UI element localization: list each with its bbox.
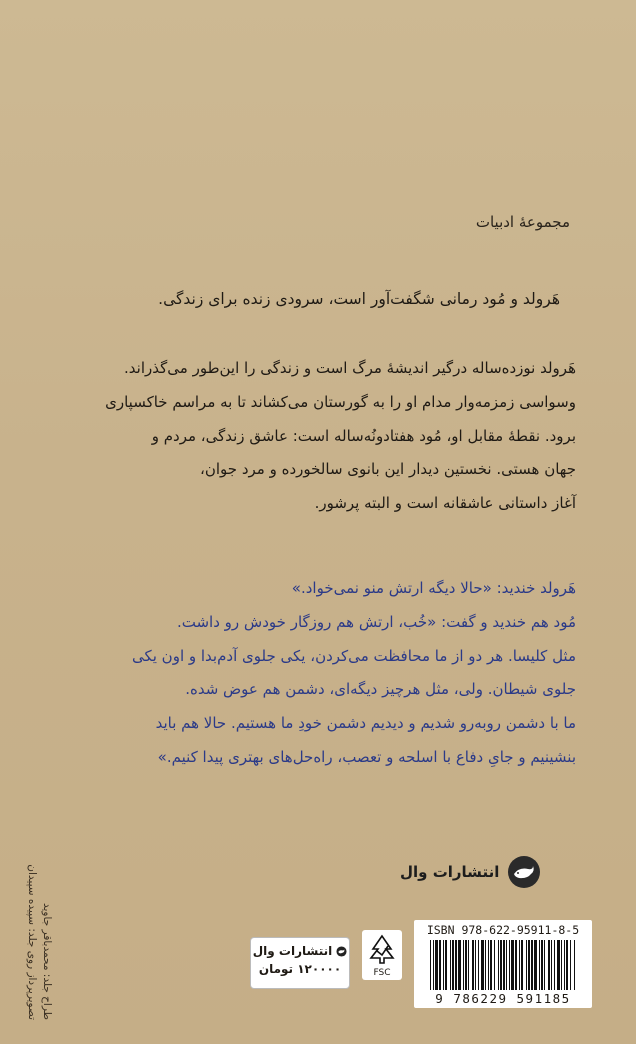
quote-line: ما با دشمن روبه‌رو شدیم و دیدیم دشمن خودِ ما هستیم. حالا هم باید (155, 714, 576, 733)
synopsis-line: جهان هستی. نخستین دیدار این بانوی سالخورده و مرد جوان، (200, 460, 576, 479)
price-publisher: انتشارات وال (252, 944, 333, 958)
synopsis-line: برود. نقطهٔ مقابل او، مُود هفتادونُه‌ساله است: عاشق زندگی، مردم و (151, 426, 576, 445)
synopsis-line: آغاز داستانی عاشقانه است و البته پرشور. (314, 494, 576, 513)
barcode-digits: 9 786229 591185 (435, 991, 571, 1006)
designer-credit: طراح جلد: محمدباقر جاوید (41, 903, 53, 1020)
series-label: مجموعهٔ ادبیات (475, 213, 570, 231)
whale-small-icon (336, 946, 347, 957)
quote-line: جلوی شیطان. ولی، مثل هرچیز دیگه‌ای، دشمن هم عوض شده. (185, 680, 576, 699)
excerpt-quote (60, 572, 576, 775)
isbn-label: ISBN 978-622-95911-8-5 (426, 923, 580, 937)
synopsis-line: هَرولد نوزده‌ساله درگیر اندیشهٔ مرگ است و زندگی را این‌طور می‌گذراند. (124, 359, 576, 377)
fsc-badge (362, 930, 402, 980)
synopsis-line: وسواسی زمزمه‌وار مدام او را به گورستان می‌کشاند تا به مراسم خاکسپاری (105, 392, 576, 411)
publisher-name: انتشارات وال (400, 863, 500, 881)
price-value: ۱۲۰۰۰۰ تومان (258, 962, 342, 976)
quote-line: هَرولد خندید: «حالا دیگه ارتش منو نمی‌خواد.» (291, 579, 576, 597)
synopsis-paragraph (60, 352, 576, 521)
quote-line: بنشینیم و جایِ دفاع با اسلحه و تعصب، راه‌حل‌های بهتری پیدا کنیم.» (157, 747, 576, 766)
whale-logo-icon (507, 855, 541, 889)
publisher-mark (400, 855, 541, 889)
fsc-tree-icon (365, 933, 399, 965)
illustrator-credit: تصویرپرداز روی جلد: سپیده سپیدان (26, 864, 38, 1020)
isbn-barcode (414, 920, 592, 1008)
fsc-label: FSC (373, 968, 391, 978)
lead-sentence: هَرولد و مُود رمانی شگفت‌آور است، سرودی زنده برای زندگی. (158, 290, 560, 308)
quote-line: مثل کلیسا. هر دو از ما محافظت می‌کردن، یکی جلوی آدم‌بدا و اون یکی (131, 646, 576, 665)
price-box (250, 937, 350, 989)
quote-line: مُود هم خندید و گفت: «خُب، ارتش هم روزگار خودش رو داشت. (176, 612, 576, 631)
cover-credits (14, 760, 54, 1020)
